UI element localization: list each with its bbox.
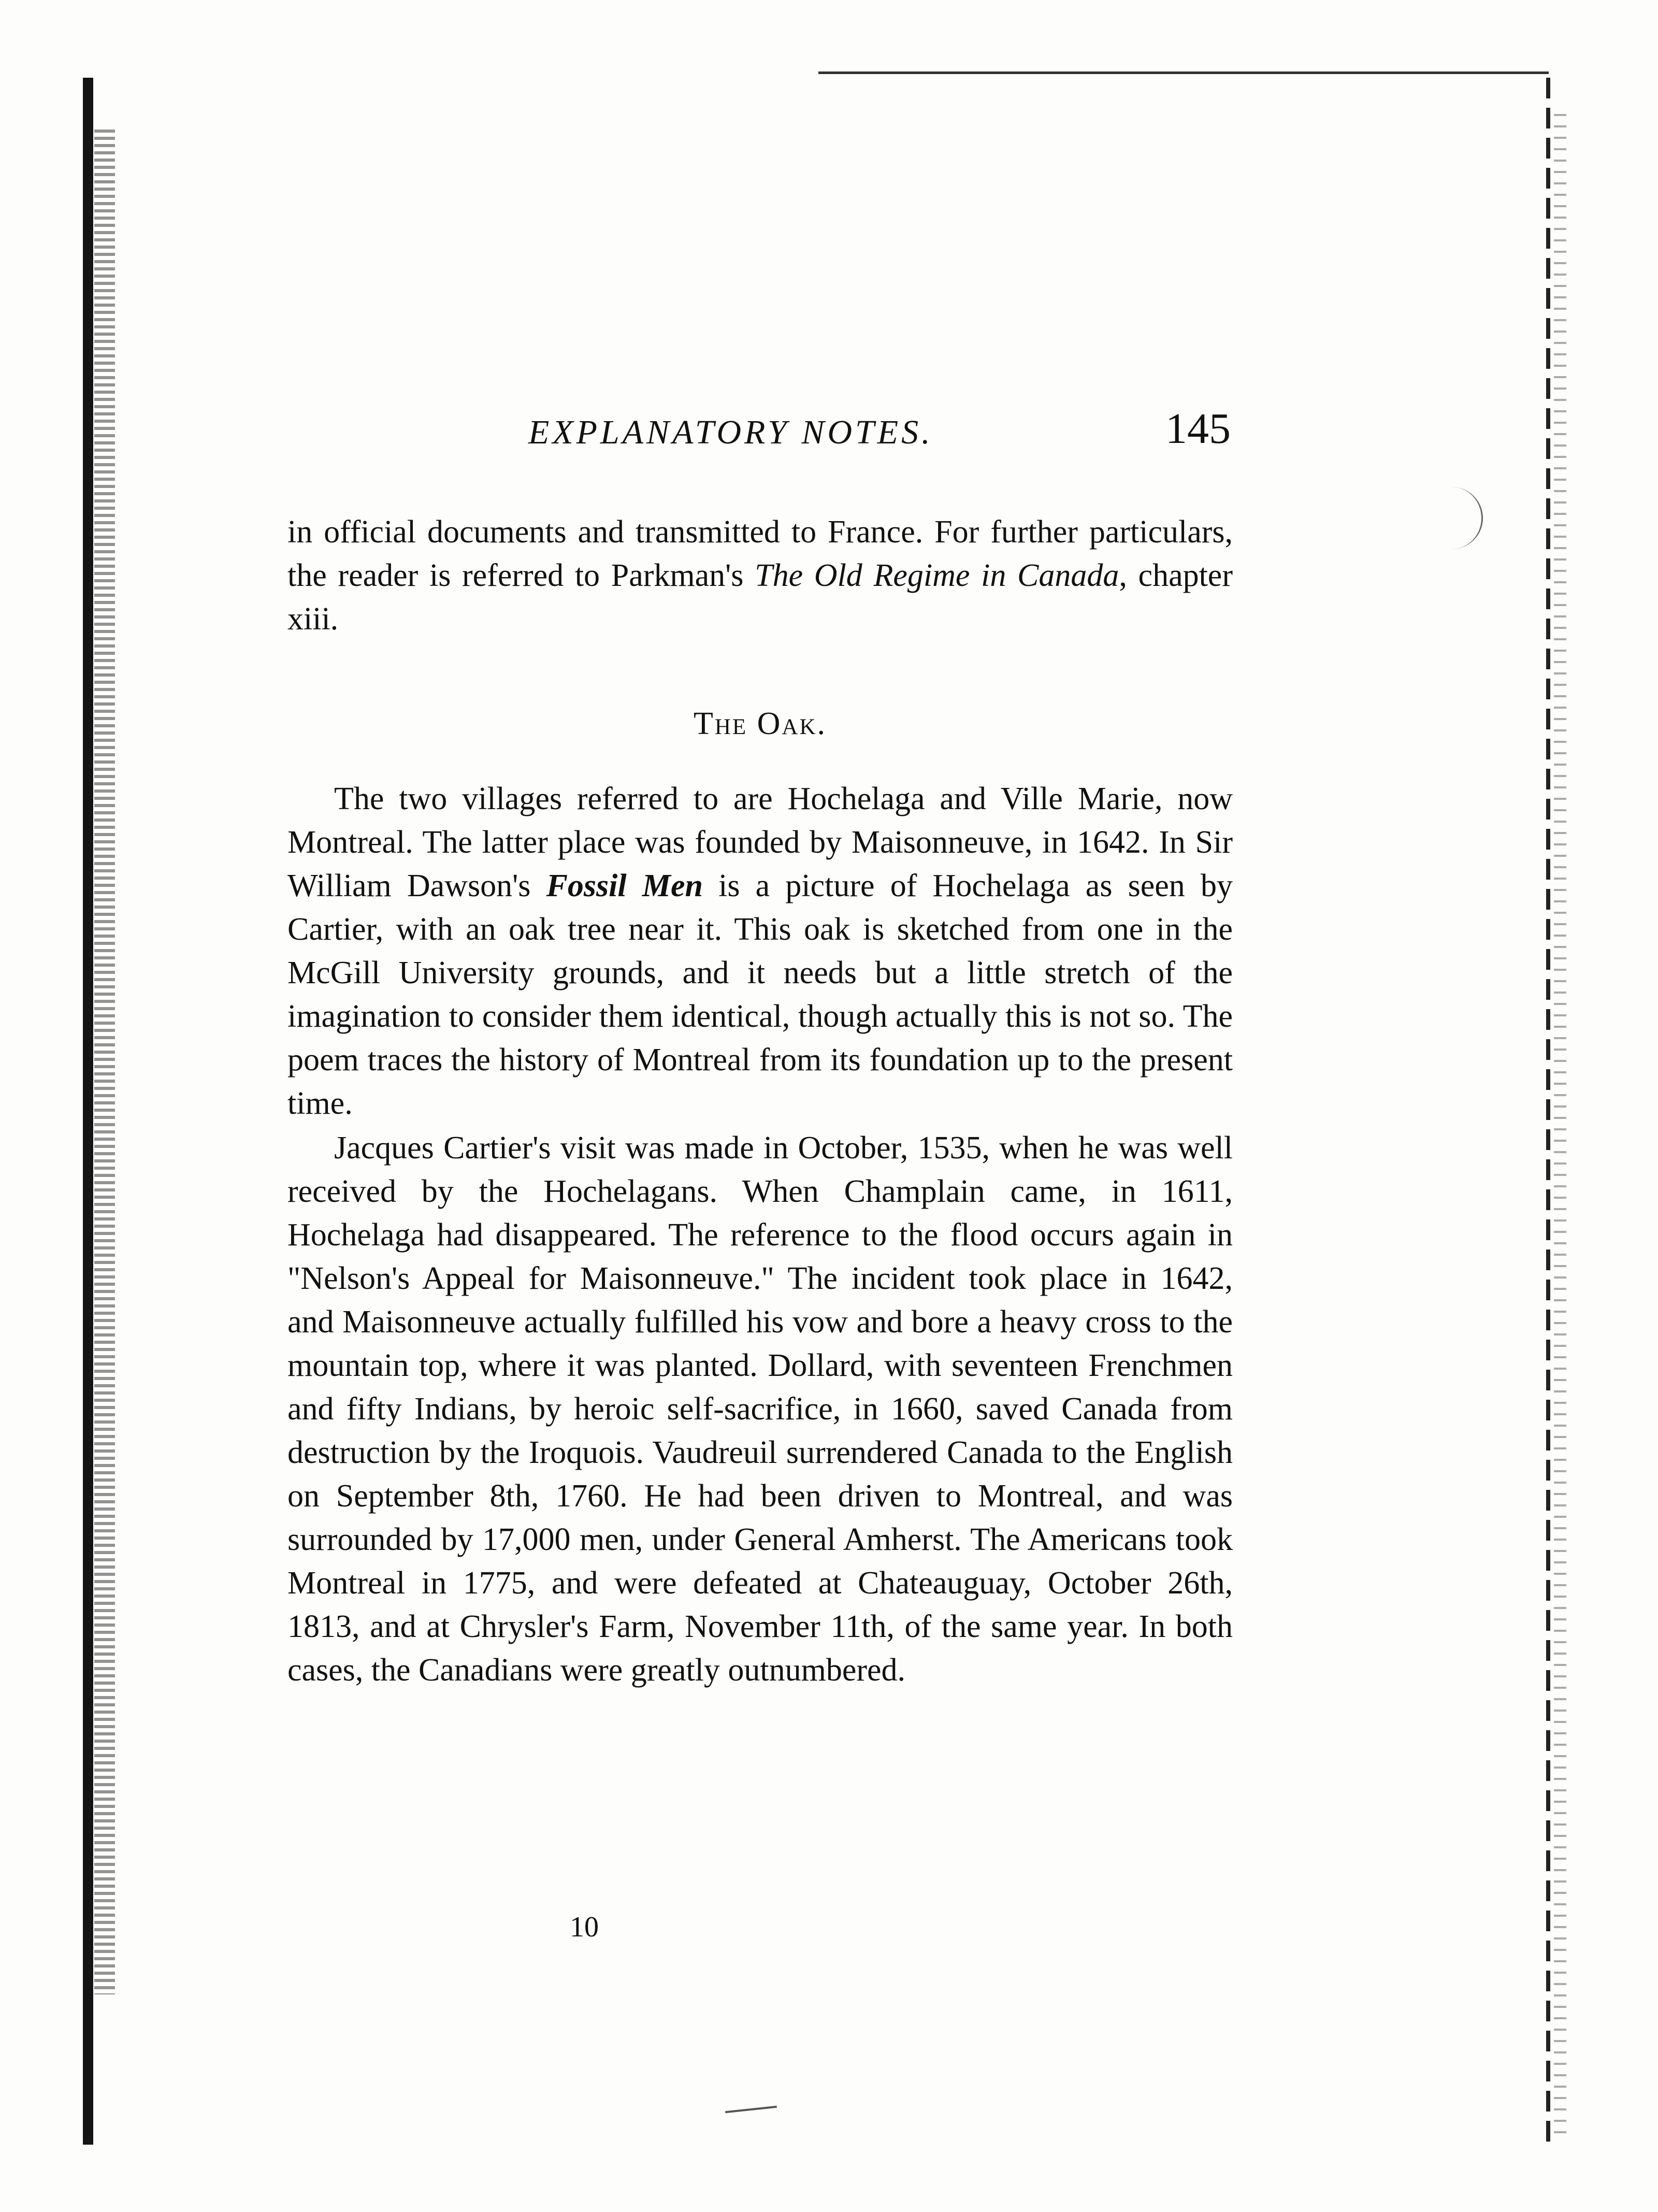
scan-right-edge bbox=[1546, 78, 1550, 2150]
section-body bbox=[287, 777, 1233, 1692]
section-title: The Oak. bbox=[693, 706, 827, 741]
scan-curl-mark bbox=[1450, 487, 1483, 549]
scan-top-edge bbox=[818, 71, 1549, 74]
scan-left-edge bbox=[83, 78, 93, 2145]
scan-right-speckle bbox=[1554, 114, 1566, 2134]
intro-book-title: The Old Regime in Canada bbox=[755, 558, 1119, 593]
scan-stray-mark bbox=[725, 2106, 777, 2113]
page-number: 145 bbox=[1165, 405, 1231, 453]
intro-text: in official documents and transmitted to France. For further particulars, the reader is referred to Parkman's bbox=[287, 514, 1233, 593]
scan-left-shadow bbox=[94, 130, 115, 1994]
signature-mark: 10 bbox=[570, 1911, 599, 1943]
running-head: EXPLANATORY NOTES. bbox=[528, 413, 933, 451]
paragraph-1-end: is a picture of Hochelaga as seen by Cartier, with an oak tree near it. This oak is sketched from one in the McGill University grounds, and it needs but a little stretch of the imagination to consider them identical, though actually this is not so. The poem traces the history of Montreal from its foundation up to the present time. bbox=[287, 868, 1233, 1121]
paragraph-2: Jacques Cartier's visit was made in October, 1535, when he was well received by the Hochelagans. When Champlain came, in 1611, Hochelaga had disappeared. The reference to the flood occurs again in "Nelson's Appeal for Maisonneuve." The incident took place in 1642, and Maisonneuve actually fulfilled his vow and bore a heavy cross to the mountain top, where it was planted. Dollard, with seventeen Frenchmen and fifty Indians, by heroic self-sacrifice, in 1660, saved Canada from destruction by the Iroquois. Vaudreuil surrendered Canada to the English on September 8th, 1760. He had been driven to Montreal, and was surrounded by 17,000 men, under General Amherst. The Americans took Montreal in 1775, and were defeated at Chateauguay, October 26th, 1813, and at Chrysler's Farm, November 11th, of the same year. In both cases, the Canadians were greatly outnumbered. bbox=[287, 1130, 1233, 1688]
paragraph-1-book-title: Fossil Men bbox=[546, 868, 703, 903]
paragraph-1 bbox=[287, 777, 1233, 1125]
intro-end: , chapter xiii. bbox=[287, 558, 1233, 637]
paragraph-1-start: The two villages referred to are Hochelaga and Ville Marie, now Montreal. The latter place was founded by Maisonneuve, in 1642. In Sir William Dawson's bbox=[287, 781, 1233, 903]
intro-paragraph bbox=[287, 510, 1233, 641]
